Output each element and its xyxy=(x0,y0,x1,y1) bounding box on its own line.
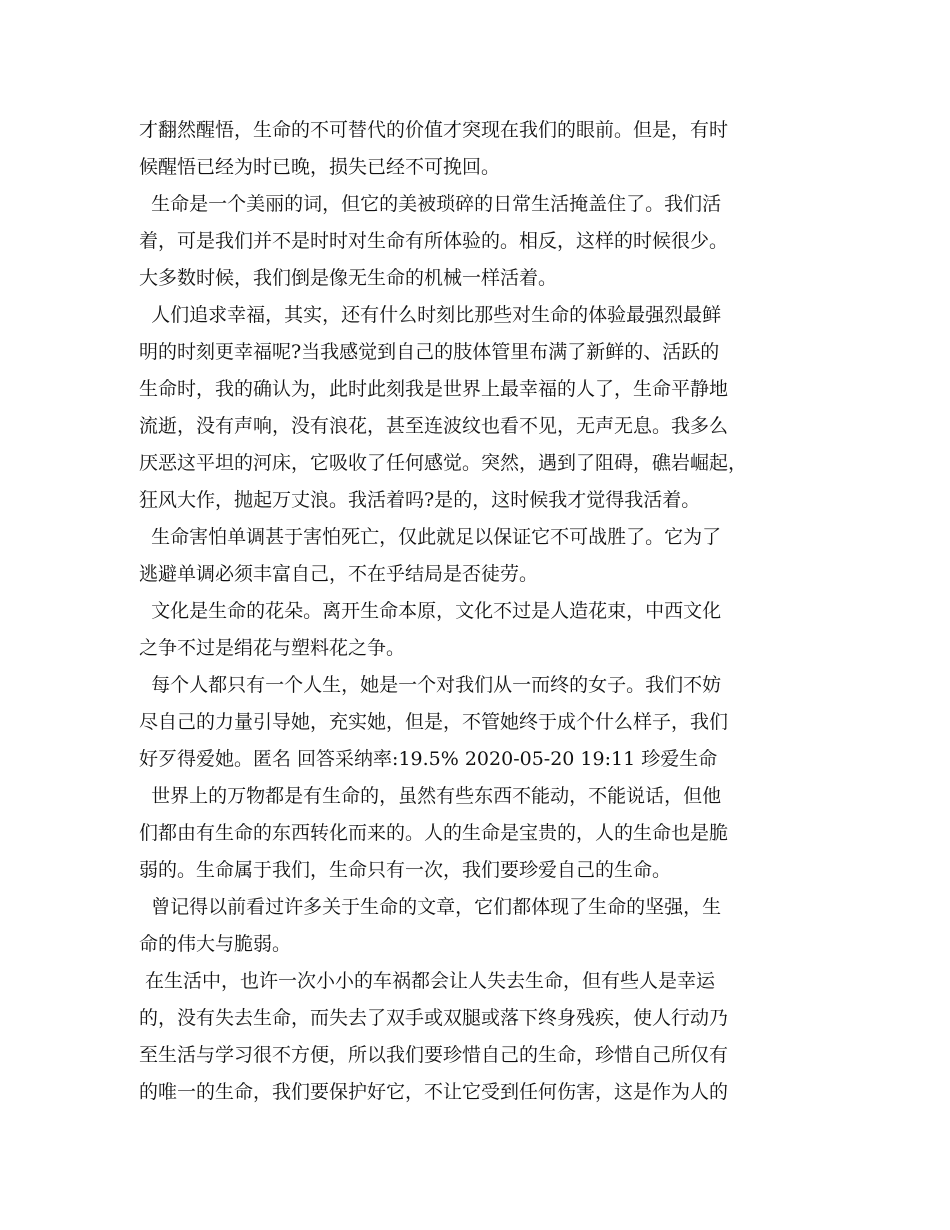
text-line: 至生活与学习很不方便，所以我们要珍惜自己的生命，珍惜自己所仅有 xyxy=(139,1044,729,1066)
document-body xyxy=(139,112,829,1111)
text-line: 生命害怕单调甚于害怕死亡，仅此就足以保证它不可战胜了。它为了 xyxy=(139,526,722,548)
text-line: 大多数时候，我们倒是像无生命的机械一样活着。 xyxy=(139,267,558,289)
text-line: 好歹得爱她。匿名 回答采纳率:19.5% 2020-05-20 19:11 珍爱生命 xyxy=(139,748,718,770)
text-line: 在生活中，也许一次小小的车祸都会让人失去生命，但有些人是幸运 xyxy=(139,970,716,992)
text-line: 候醒悟已经为时已晚，损失已经不可挽回。 xyxy=(139,156,501,178)
text-line: 狂风大作，抛起万丈浪。我活着吗?是的，这时候我才觉得我活着。 xyxy=(139,489,701,511)
text-line: 厌恶这平坦的河床，它吸收了任何感觉。突然，遇到了阻碍，礁岩崛起， xyxy=(139,452,748,474)
text-line: 逃避单调必须丰富自己，不在乎结局是否徒劳。 xyxy=(139,563,539,585)
text-line: 的唯一的生命，我们要保护好它，不让它受到任何伤害，这是作为人的 xyxy=(139,1081,729,1103)
text-line: 命的伟大与脆弱。 xyxy=(139,933,292,955)
text-line: 之争不过是绢花与塑料花之争。 xyxy=(139,637,406,659)
text-line: 尽自己的力量引导她，充实她，但是，不管她终于成个什么样子，我们 xyxy=(139,711,729,733)
text-line: 每个人都只有一个人生，她是一个对我们从一而终的女子。我们不妨 xyxy=(139,674,722,696)
text-line: 生命时，我的确认为，此时此刻我是世界上最幸福的人了，生命平静地 xyxy=(139,378,729,400)
text-line: 流逝，没有声响，没有浪花，甚至连波纹也看不见，无声无息。我多么 xyxy=(139,415,729,437)
text-line: 文化是生命的花朵。离开生命本原，文化不过是人造花束，中西文化 xyxy=(139,600,722,622)
text-line: 着，可是我们并不是时时对生命有所体验的。相反，这样的时候很少。 xyxy=(139,230,729,252)
text-line: 生命是一个美丽的词，但它的美被琐碎的日常生活掩盖住了。我们活 xyxy=(139,193,722,215)
text-line: 人们追求幸福，其实，还有什么时刻比那些对生命的体验最强烈最鲜 xyxy=(139,304,722,326)
text-line: 才翻然醒悟，生命的不可替代的价值才突现在我们的眼前。但是，有时 xyxy=(139,119,729,141)
text-line: 明的时刻更幸福呢?当我感觉到自己的肢体管里布满了新鲜的、活跃的 xyxy=(139,341,720,363)
text-line: 弱的。生命属于我们，生命只有一次，我们要珍爱自己的生命。 xyxy=(139,859,672,881)
text-line: 世界上的万物都是有生命的，虽然有些东西不能动，不能说话，但他 xyxy=(139,785,722,807)
text-line: 曾记得以前看过许多关于生命的文章，它们都体现了生命的坚强，生 xyxy=(139,896,722,918)
text-line: 的，没有失去生命，而失去了双手或双腿或落下终身残疾，使人行动乃 xyxy=(139,1007,729,1029)
text-line: 们都由有生命的东西转化而来的。人的生命是宝贵的，人的生命也是脆 xyxy=(139,822,729,844)
